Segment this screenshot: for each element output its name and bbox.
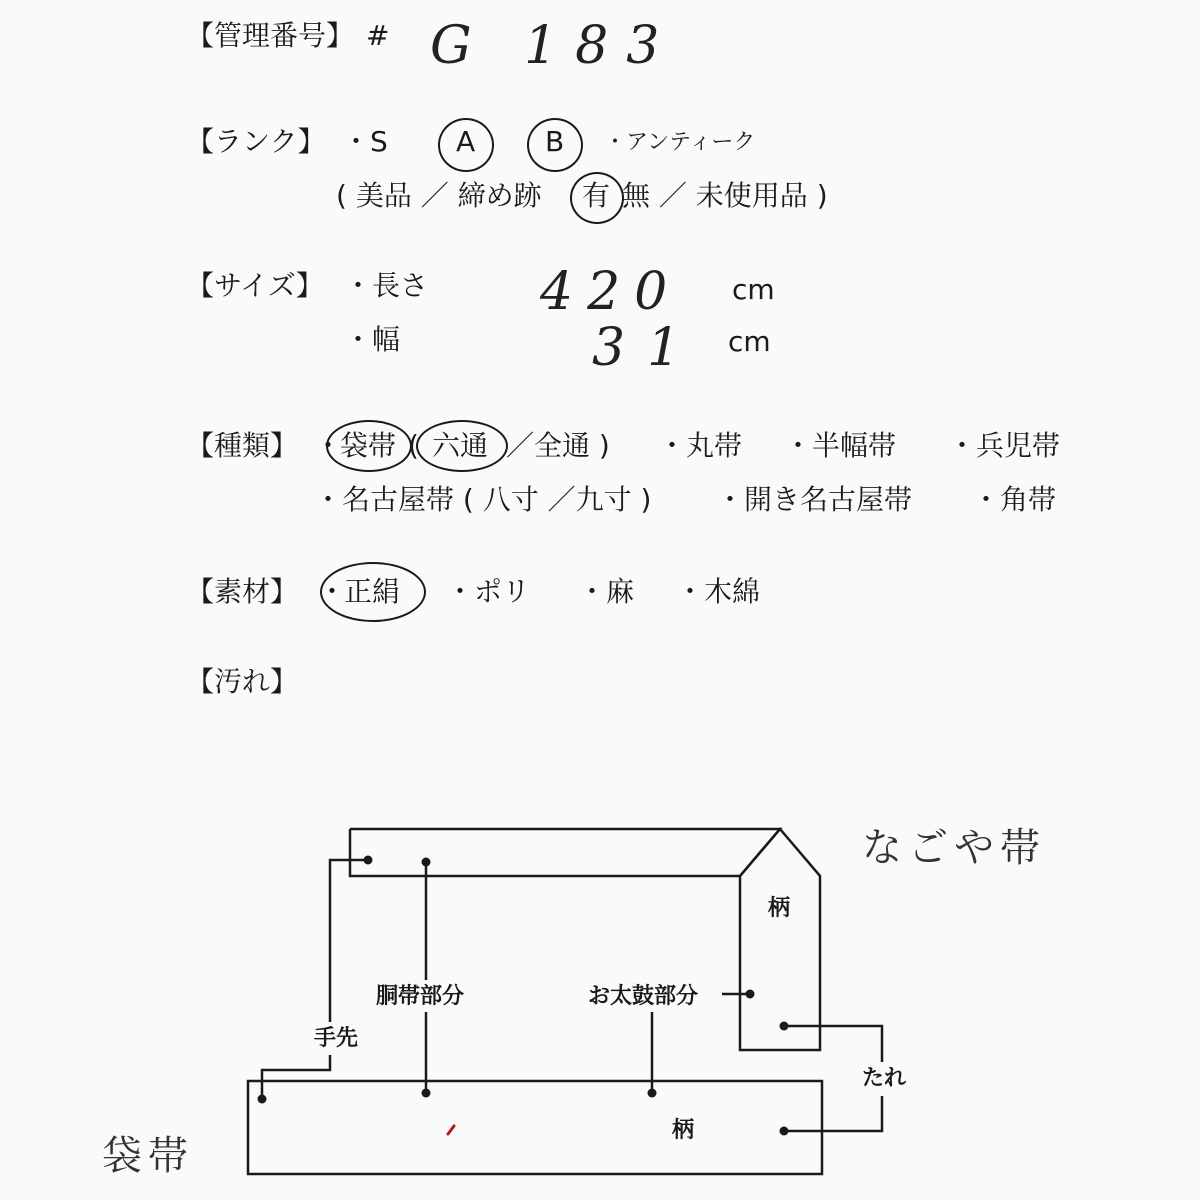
- tare-leader-bottom: [784, 1096, 882, 1131]
- dot-otaiko-top: [746, 990, 755, 999]
- rank-option-b: B: [545, 125, 565, 158]
- pattern-label-bottom: 柄: [672, 1118, 695, 1143]
- material-dot: ・: [318, 575, 347, 608]
- rank-condition-open: ( 美品 ／ 締め跡: [336, 179, 542, 212]
- type-paren-open: (: [408, 429, 419, 462]
- tare-label: たれ: [862, 1066, 907, 1091]
- nagoya-top-band: [350, 829, 780, 876]
- rank-label: 【ランク】: [186, 125, 326, 158]
- rank-option-a: A: [456, 125, 476, 158]
- tare-leader-top: [784, 1026, 882, 1062]
- type-rokutsu: 六通: [432, 429, 489, 462]
- type-dot: ・: [314, 429, 343, 462]
- dot-tare-bottom: [780, 1127, 789, 1136]
- material-shoken: 正絹: [344, 575, 401, 608]
- dot-tare-top: [780, 1022, 789, 1031]
- type-fukuro: 袋帯: [340, 429, 397, 462]
- type-hanhaba: ・半幅帯: [784, 429, 897, 462]
- mgmt-hash: #: [366, 19, 390, 52]
- nagoya-tare-section: [740, 829, 820, 1050]
- size-length-label: ・長さ: [344, 269, 429, 302]
- size-label: 【サイズ】: [186, 269, 324, 302]
- dot-tesaki-bottom: [258, 1095, 267, 1104]
- stain-label: 【汚れ】: [186, 665, 299, 698]
- tesaki-label: 手先: [314, 1026, 359, 1051]
- tesaki-leader-bottom: [262, 1055, 330, 1099]
- otaiko-label: お太鼓部分: [588, 984, 699, 1009]
- material-poly: ・ポリ: [446, 575, 531, 608]
- rank-condition-yes: 有: [582, 179, 611, 212]
- material-asa: ・麻: [578, 575, 635, 608]
- type-label: 【種類】: [186, 429, 299, 462]
- type-kaku: ・角帯: [972, 483, 1057, 516]
- type-maru: ・丸帯: [658, 429, 743, 462]
- type-hiraki: ・開き名古屋帯: [716, 483, 913, 516]
- size-length-unit: cm: [732, 273, 775, 306]
- fukuro-obi-title: 袋帯: [102, 1133, 194, 1179]
- rank-option-antique: ・アンティーク: [604, 130, 756, 155]
- material-momen: ・木綿: [676, 575, 761, 608]
- dot-otaiko-bottom: [648, 1089, 657, 1098]
- size-width-value: 31: [592, 318, 703, 378]
- dot-dobu-top: [422, 858, 431, 867]
- mgmt-number: G 183: [430, 16, 678, 76]
- dot-tesaki-top: [364, 856, 373, 865]
- rank-condition-rest: 無 ／ 未使用品 ): [622, 179, 828, 212]
- type-heko: ・兵児帯: [948, 429, 1061, 462]
- mgmt-label: 【管理番号】: [186, 19, 355, 52]
- dot-dobu-bottom: [422, 1089, 431, 1098]
- dobu-label: 胴帯部分: [376, 984, 465, 1009]
- type-nagoya: ・名古屋帯 ( 八寸 ／九寸 ): [314, 483, 652, 516]
- fukuro-band: [248, 1081, 822, 1174]
- size-width-unit: cm: [728, 325, 771, 358]
- nagoya-obi-title: なごや帯: [862, 825, 1046, 871]
- tesaki-leader: [330, 860, 368, 1022]
- stain-mark: [448, 1126, 454, 1134]
- pattern-label-top: 柄: [768, 896, 791, 921]
- material-label: 【素材】: [186, 575, 299, 608]
- type-zentsu: ／全通 ): [506, 429, 610, 462]
- size-length-value: 420: [540, 262, 682, 322]
- rank-option-s: ・S: [342, 125, 388, 158]
- size-width-label: ・幅: [344, 323, 401, 356]
